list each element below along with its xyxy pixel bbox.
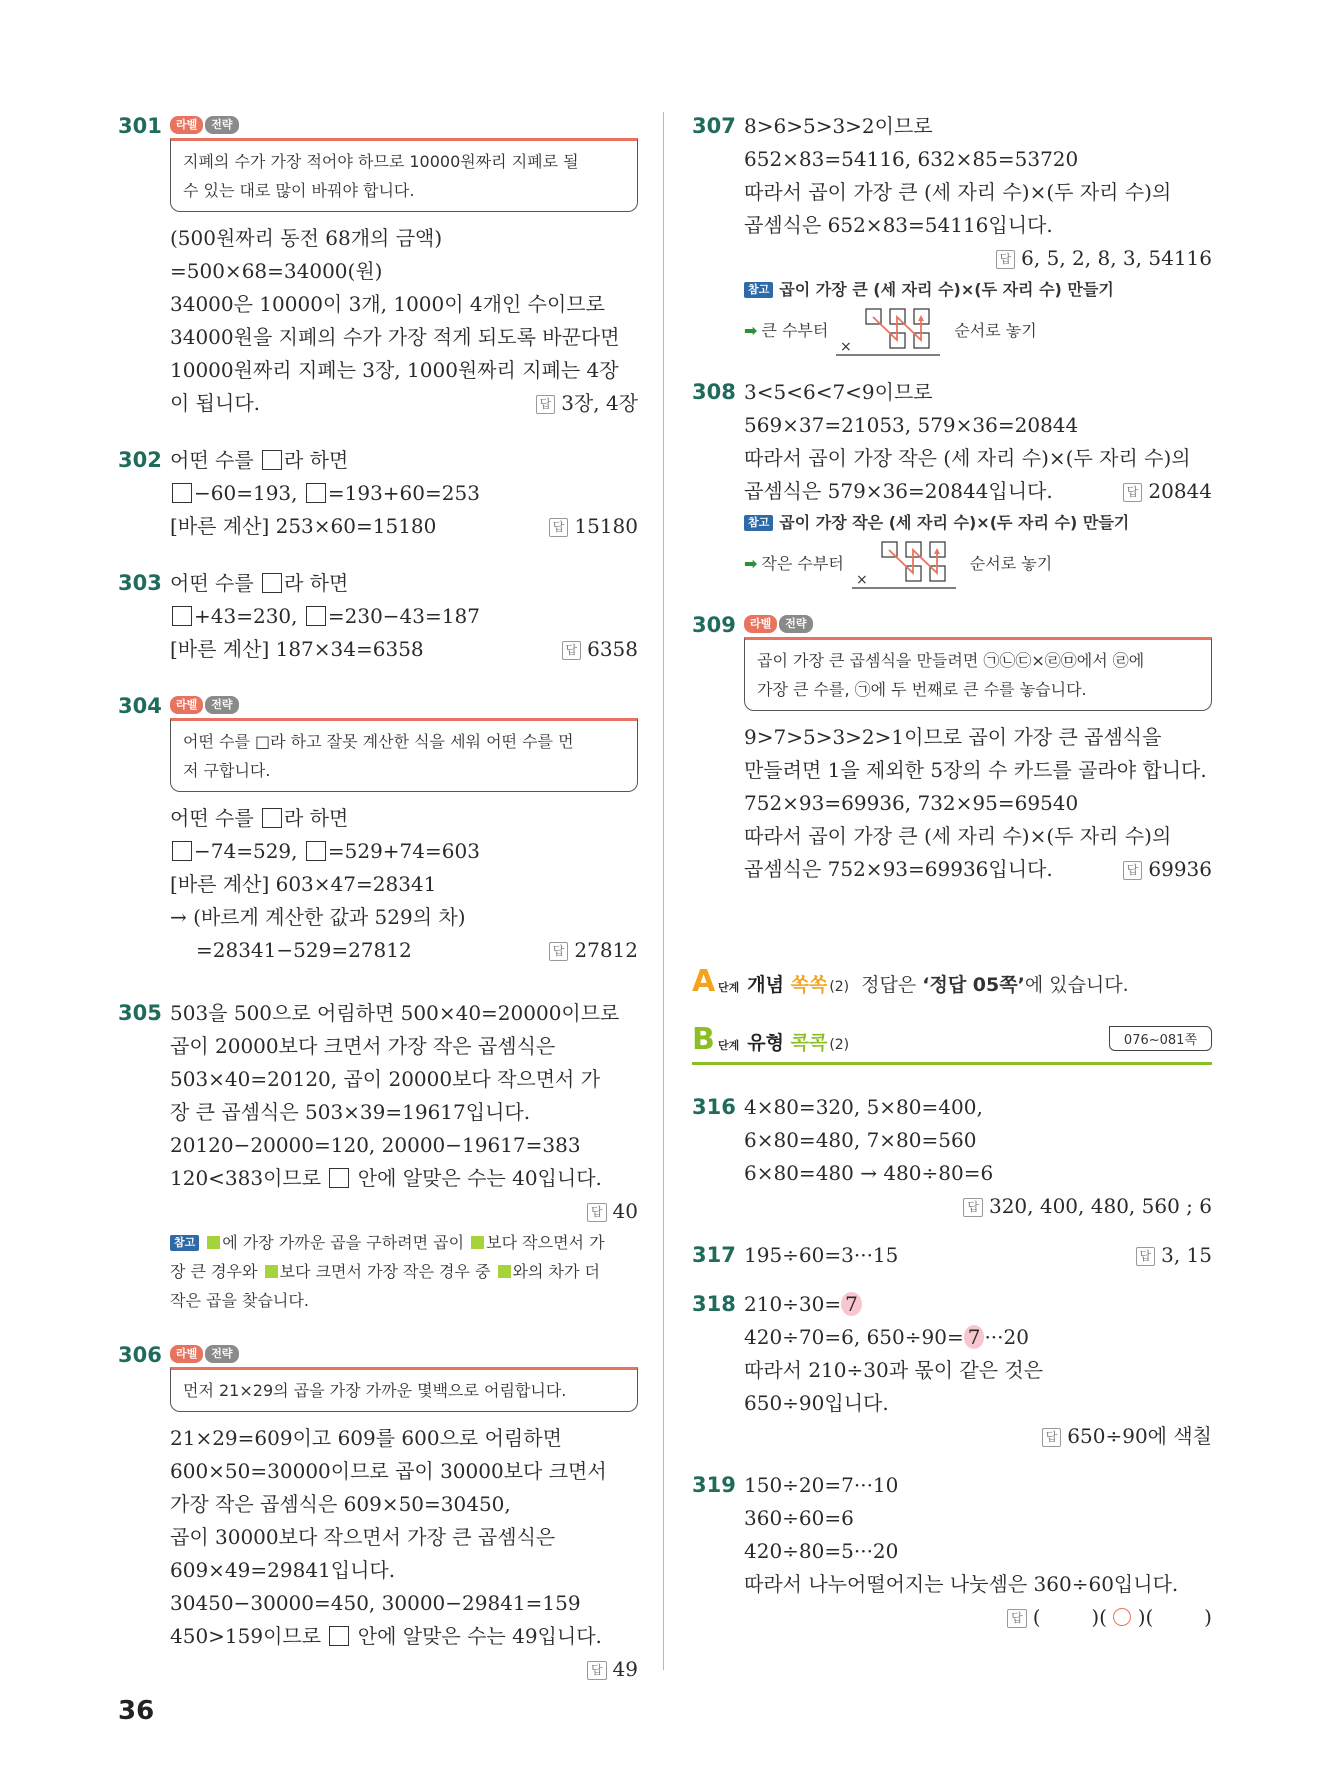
highlighted-quotient: 7 (841, 1292, 862, 1316)
solution-text: 어떤 수를 (170, 448, 260, 472)
stage-letter: A (692, 964, 716, 999)
answer-value: 6358 (587, 637, 638, 661)
solution-line (170, 934, 638, 967)
answer (744, 242, 1212, 275)
order-hint (744, 537, 1212, 591)
problem-number: 317 (692, 1243, 736, 1267)
note-tag: 참고 (744, 282, 773, 298)
solution-line: 9>7>5>3>2>1이므로 곱이 가장 큰 곱셈식을 (744, 725, 1162, 749)
solution-line: 10000원짜리 지폐는 3장, 1000원짜리 지폐는 4장 (170, 358, 619, 382)
solution-line: 34000원을 지폐의 수가 가장 적게 되도록 바꾼다면 (170, 325, 620, 349)
solution-line: 150÷20=7···10 (744, 1473, 899, 1497)
solution-line: 503을 500으로 어림하면 500×40=20000이므로 (170, 1001, 620, 1025)
blank-box (306, 606, 326, 626)
answer (170, 1653, 638, 1686)
right-column (692, 110, 1212, 1658)
solution-line (170, 633, 638, 666)
solution-text: +43=230, (194, 604, 304, 628)
answer-mark: 답 (1123, 483, 1143, 502)
answer-value: 3, 15 (1161, 1243, 1212, 1267)
page-number: 36 (118, 1696, 155, 1726)
solution-text: 안에 알맞은 수는 40입니다. (351, 1166, 602, 1190)
solution-line (744, 853, 1212, 886)
answer-mark: 답 (549, 942, 569, 961)
solution-text: 곱셈식은 752×93=69936입니다. (744, 857, 1053, 881)
column-divider (663, 112, 664, 1670)
problem-number: 306 (118, 1343, 162, 1367)
svg-text:×: × (840, 339, 853, 355)
blank-box (329, 1626, 349, 1646)
answer-mark: 답 (963, 1198, 983, 1217)
problem-305 (118, 997, 638, 1315)
problem-304 (118, 690, 638, 967)
problem-number: 304 (118, 694, 162, 718)
solution-line: 만들려면 1을 제외한 5장의 수 카드를 골라야 합니다. (744, 758, 1207, 782)
badge-sub: 전략 (205, 1345, 238, 1363)
answer-value: 15180 (574, 514, 638, 538)
solution-line (744, 475, 1212, 508)
answer-mark: 답 (549, 518, 569, 537)
note-line: 작은 곱을 찾습니다. (170, 1291, 309, 1310)
stage-title: 유형 (747, 1032, 791, 1054)
solution-line: 30450−30000=450, 30000−29841=159 (170, 1591, 581, 1615)
solution-text: [바른 계산] 187×34=6358 (170, 637, 424, 661)
answer (536, 387, 638, 420)
solution-text: =529+74=603 (327, 839, 480, 863)
solution-line: 8>6>5>3>2이므로 (744, 114, 933, 138)
blank-box (172, 841, 192, 861)
problem-316 (692, 1091, 1212, 1223)
note-text: 장 큰 경우와 (170, 1262, 263, 1281)
circle-mark-icon (1113, 1608, 1131, 1626)
digit-order-diagram (836, 305, 946, 357)
right-arrow-icon: ➡ (744, 554, 758, 573)
hint-box (170, 1367, 638, 1412)
solution-text: −74=529, (194, 839, 304, 863)
solution-text: 120<383이므로 (170, 1166, 328, 1190)
answer-value: 320, 400, 480, 560 ; 6 (988, 1194, 1212, 1218)
highlighted-quotient: 7 (964, 1325, 985, 1349)
problem-number: 318 (692, 1292, 736, 1316)
solution-line: 곱셈식은 652×83=54116입니다. (744, 213, 1053, 237)
answer-value: 20844 (1148, 479, 1212, 503)
badge-main: 라벨 (744, 615, 777, 633)
left-column (118, 110, 638, 1710)
stage-highlight: 쏙쏙 (790, 974, 828, 996)
hint-line: 가장 큰 수를, ㉠에 두 번째로 큰 수를 놓습니다. (757, 680, 1087, 699)
hint-box (744, 637, 1212, 711)
problem-number: 309 (692, 613, 736, 637)
solution-text: 라 하면 (284, 448, 349, 472)
strategy-badge (744, 609, 1212, 635)
stage-text-b: ‘정답 05쪽’ (922, 974, 1025, 996)
note-text: 와의 차가 더 (512, 1262, 600, 1281)
solution-line (170, 567, 638, 600)
solution-line (170, 1162, 638, 1195)
order-hint (744, 304, 1212, 358)
solution-line: 34000은 10000이 3개, 1000이 4개인 수이므로 (170, 292, 605, 316)
answer-mark: 답 (1007, 1609, 1027, 1628)
problem-303 (118, 567, 638, 666)
green-square-icon (265, 1265, 278, 1278)
hint-line: 저 구합니다. (183, 761, 271, 780)
solution-line: 752×93=69936, 732×95=69540 (744, 791, 1079, 815)
answer-mark: 답 (1042, 1428, 1062, 1447)
note-line (170, 1228, 638, 1257)
page-range-badge: 076~081쪽 (1109, 1026, 1212, 1051)
stage-text (861, 974, 1129, 996)
solution-text: [바른 계산] 253×60=15180 (170, 514, 437, 538)
stage-text-a: 정답은 (861, 974, 923, 996)
answer-value: 650÷90에 색칠 (1067, 1424, 1212, 1448)
solution-text: 195÷60=3···15 (744, 1243, 899, 1267)
answer (744, 1420, 1212, 1453)
answer-value: 40 (612, 1199, 638, 1223)
answer-mark: 답 (587, 1203, 607, 1222)
problem-number: 319 (692, 1473, 736, 1497)
note-text: 에 가장 가까운 곱을 구하려면 곱이 (222, 1233, 470, 1252)
solution-line: 6×80=480 → 480÷80=6 (744, 1161, 994, 1185)
right-arrow-icon: ➡ (744, 321, 758, 340)
stage-highlight: 콕콕 (790, 1032, 828, 1054)
problem-306 (118, 1339, 638, 1686)
solution-line: 4×80=320, 5×80=400, (744, 1095, 983, 1119)
badge-main: 라벨 (170, 116, 203, 134)
problem-number: 301 (118, 114, 162, 138)
problem-number: 316 (692, 1095, 736, 1119)
solution-line: 따라서 곱이 가장 큰 (세 자리 수)×(두 자리 수)의 (744, 180, 1172, 204)
answer (1123, 475, 1212, 508)
order-text: 순서로 놓기 (969, 554, 1053, 573)
badge-sub: 전략 (205, 696, 238, 714)
problem-number: 303 (118, 571, 162, 595)
order-text: 순서로 놓기 (954, 321, 1037, 340)
solution-line (170, 477, 638, 510)
note-tag: 참고 (170, 1235, 199, 1251)
hint-line: 먼저 21×29의 곱을 가장 가까운 몇백으로 어림합니다. (183, 1381, 567, 1400)
problem-318 (692, 1288, 1212, 1453)
note-title (744, 508, 1212, 537)
solution-text: 라 하면 (284, 571, 349, 595)
note-text: 보다 크면서 가장 작은 경우 중 (279, 1262, 496, 1281)
blank-box (262, 573, 282, 593)
solution-line (744, 1321, 1212, 1354)
answer-mark: 답 (996, 250, 1016, 269)
answer (1136, 1239, 1212, 1272)
strategy-badge (170, 690, 638, 716)
hint-line: 수 있는 대로 많이 바꿔야 합니다. (183, 181, 415, 200)
note-text: 곱이 가장 큰 (세 자리 수)×(두 자리 수) 만들기 (779, 280, 1114, 299)
solution-line (170, 444, 638, 477)
solution-text: 450>159이므로 (170, 1624, 328, 1648)
solution-text: 라 하면 (284, 806, 349, 830)
solution-line: 20120−20000=120, 20000−19617=383 (170, 1133, 581, 1157)
hint-box (170, 138, 638, 212)
solution-line (170, 600, 638, 633)
solution-line: 21×29=609이고 609를 600으로 어림하면 (170, 1426, 562, 1450)
answer-value: 3장, 4장 (561, 391, 638, 415)
note-text: 곱이 가장 작은 (세 자리 수)×(두 자리 수) 만들기 (779, 513, 1130, 532)
solution-text: 어떤 수를 (170, 571, 260, 595)
problem-309 (692, 609, 1212, 886)
note-title (744, 275, 1212, 304)
solution-line: 600×50=30000이므로 곱이 30000보다 크면서 (170, 1459, 607, 1483)
stage-sub: (2) (829, 1037, 850, 1053)
solution-line: 503×40=20120, 곱이 20000보다 작으면서 가 (170, 1067, 601, 1091)
answer-mark: 답 (536, 395, 556, 414)
stage-a-header (692, 960, 1212, 1006)
answer-mark: 답 (1123, 861, 1143, 880)
solution-text: 이 됩니다. (170, 391, 260, 415)
badge-sub: 전략 (779, 615, 812, 633)
blank-box (262, 450, 282, 470)
hint-line: 어떤 수를 □라 하고 잘못 계산한 식을 세워 어떤 수를 먼 (183, 732, 574, 751)
svg-text:×: × (855, 572, 868, 588)
solution-line: (500원짜리 동전 68개의 금액) (170, 226, 443, 250)
strategy-badge (170, 1339, 638, 1365)
solution-line (170, 1620, 638, 1653)
solution-line: 장 큰 곱셈식은 503×39=19617입니다. (170, 1100, 531, 1124)
solution-line: 곱이 20000보다 크면서 가장 작은 곱셈식은 (170, 1034, 556, 1058)
solution-line: 569×37=21053, 579×36=20844 (744, 413, 1079, 437)
blank-box (172, 483, 192, 503)
solution-text: 420÷70=6, 650÷90= (744, 1325, 964, 1349)
problem-307 (692, 110, 1212, 358)
answer-text: )( ) (1137, 1605, 1212, 1629)
problem-number: 302 (118, 448, 162, 472)
solution-line: → (바르게 계산한 값과 529의 차) (170, 905, 466, 929)
badge-main: 라벨 (170, 1345, 203, 1363)
stage-small: 단계 (718, 981, 740, 994)
answer (1123, 853, 1212, 886)
note-line (170, 1257, 638, 1286)
order-text: 작은 수부터 (761, 554, 844, 573)
answer-mark: 답 (562, 641, 582, 660)
problem-301 (118, 110, 638, 420)
solution-text: =230−43=187 (327, 604, 480, 628)
answer (744, 1601, 1212, 1634)
badge-main: 라벨 (170, 696, 203, 714)
answer-value: 49 (612, 1657, 638, 1681)
solution-line (744, 1288, 1212, 1321)
solution-line: 따라서 곱이 가장 작은 (세 자리 수)×(두 자리 수)의 (744, 446, 1191, 470)
green-square-icon (207, 1236, 220, 1249)
solution-line (170, 835, 638, 868)
blank-box (306, 483, 326, 503)
stage-letter: B (692, 1022, 715, 1057)
solution-line: 652×83=54116, 632×85=53720 (744, 147, 1079, 171)
problem-number: 307 (692, 114, 736, 138)
solution-text: 안에 알맞은 수는 49입니다. (351, 1624, 602, 1648)
solution-text: −60=193, (194, 481, 304, 505)
solution-text: =28341−529=27812 (196, 938, 412, 962)
answer-value: 6, 5, 2, 8, 3, 54116 (1021, 246, 1212, 270)
problem-302 (118, 444, 638, 543)
solution-text: 210÷30= (744, 1292, 842, 1316)
solution-line: [바른 계산] 603×47=28341 (170, 872, 437, 896)
order-text: 큰 수부터 (761, 321, 829, 340)
solution-text: 곱셈식은 579×36=20844입니다. (744, 479, 1053, 503)
solution-text: 어떤 수를 (170, 806, 260, 830)
solution-line: 따라서 210÷30과 몫이 같은 것은 (744, 1358, 1044, 1382)
solution-line: 6×80=480, 7×80=560 (744, 1128, 977, 1152)
solution-line (170, 387, 638, 420)
problem-number: 305 (118, 1001, 162, 1025)
strategy-badge (170, 110, 638, 136)
blank-box (329, 1168, 349, 1188)
solution-line: 650÷90입니다. (744, 1391, 889, 1415)
solution-line (170, 802, 638, 835)
stage-b-header (692, 1018, 1212, 1065)
stage-title: 개념 (747, 974, 791, 996)
problem-308 (692, 376, 1212, 591)
green-square-icon (471, 1236, 484, 1249)
solution-line (744, 1239, 1212, 1272)
solution-text: ···20 (984, 1325, 1029, 1349)
green-square-icon (498, 1265, 511, 1278)
answer (549, 934, 638, 967)
answer-text: ( )( (1032, 1605, 1107, 1629)
blank-box (172, 606, 192, 626)
answer (562, 633, 639, 666)
hint-box (170, 718, 638, 792)
digit-order-diagram (852, 538, 962, 590)
solution-line (170, 510, 638, 543)
answer (744, 1190, 1212, 1223)
answer-value: 69936 (1148, 857, 1212, 881)
answer-mark: 답 (587, 1661, 607, 1680)
note-text: 보다 작으면서 가 (486, 1233, 605, 1252)
solution-line: 609×49=29841입니다. (170, 1558, 396, 1582)
stage-small: 단계 (718, 1039, 740, 1052)
stage-sub: (2) (829, 979, 850, 995)
answer (549, 510, 638, 543)
answer (170, 1195, 638, 1228)
badge-sub: 전략 (205, 116, 238, 134)
solution-line: 따라서 곱이 가장 큰 (세 자리 수)×(두 자리 수)의 (744, 824, 1172, 848)
problem-319 (692, 1469, 1212, 1634)
solution-line: 360÷60=6 (744, 1506, 854, 1530)
note-tag: 참고 (744, 515, 773, 531)
solution-line: 곱이 30000보다 작으면서 가장 큰 곱셈식은 (170, 1525, 556, 1549)
hint-line: 곱이 가장 큰 곱셈식을 만들려면 ㉠㉡㉢×㉣㉤에서 ㉣에 (757, 651, 1145, 670)
solution-line: 3<5<6<7<9이므로 (744, 380, 933, 404)
answer-value: 27812 (574, 938, 638, 962)
solution-line: =500×68=34000(원) (170, 259, 383, 283)
solution-line: 420÷80=5···20 (744, 1539, 899, 1563)
solution-line: 가장 작은 곱셈식은 609×50=30450, (170, 1492, 511, 1516)
problem-number: 308 (692, 380, 736, 404)
blank-box (306, 841, 326, 861)
problem-317 (692, 1239, 1212, 1272)
solution-text: =193+60=253 (327, 481, 480, 505)
answer-mark: 답 (1136, 1247, 1156, 1266)
blank-box (262, 808, 282, 828)
solution-line: 따라서 나누어떨어지는 나눗셈은 360÷60입니다. (744, 1572, 1179, 1596)
stage-text-c: 에 있습니다. (1024, 974, 1129, 996)
hint-line: 지폐의 수가 가장 적어야 하므로 10000원짜리 지폐로 될 (183, 152, 579, 171)
